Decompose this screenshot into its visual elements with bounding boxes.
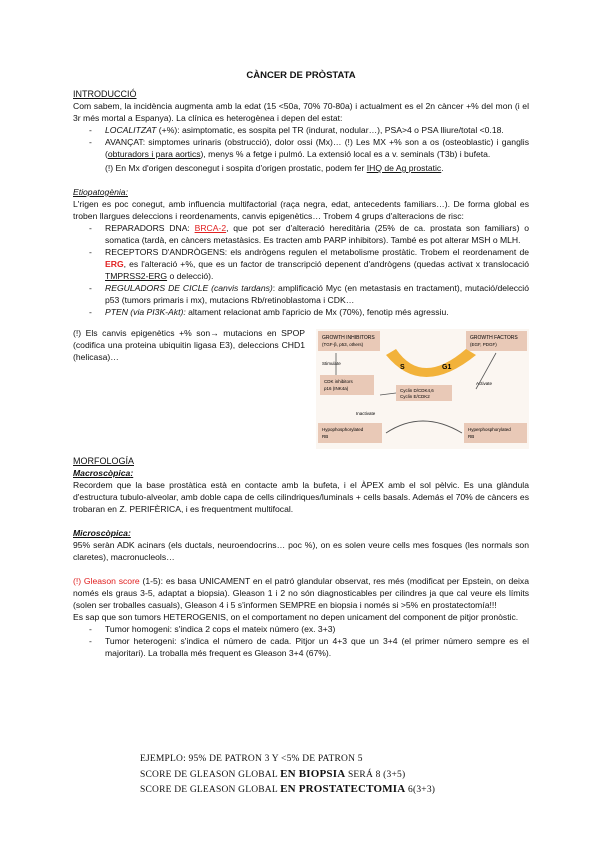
item-label: LOCALITZAT xyxy=(105,125,157,135)
list-item xyxy=(105,246,529,282)
gleason-highlight: (!) Gleason score xyxy=(73,576,140,586)
section-heading-etio: Etiopatogènia: xyxy=(73,187,128,197)
phase-g1-label: G1 xyxy=(442,364,452,371)
etio-list xyxy=(73,222,529,318)
item-text: o delecció). xyxy=(167,271,214,281)
micro-heading: Microscòpica: xyxy=(73,528,131,538)
document-page xyxy=(73,70,529,659)
highlight-text: ERG xyxy=(105,259,124,269)
gleason-text: (1-5): es basa UNICAMENT en el patró glandular observat, res més (modificat per Epstein, on deixa només els graus 3-5, adaptat a biopsia). Gleason 1 i 2 no són diagnosticables per cilindres ja que cal veure els límits (solen ser troballes casuals), Gleason 4 i 5 s'informen SEMPRE en biopsia i només si >5% en prostatectomía!!! xyxy=(73,576,529,610)
item-text: (+%): asimptomatic, es sospita pel TR (indurat, nodular…), PSA>4 o PSA lliure/total <0.18. xyxy=(156,125,504,135)
item-text: REPARADORS DNA: xyxy=(105,223,195,233)
list-item: - Tumor homogeni: s'indica 2 cops el mateix número (ex. 3+3) xyxy=(105,623,529,635)
page-title: CÀNCER DE PRÒSTATA xyxy=(246,70,356,81)
underlined-text: TMPRSS2-ERG xyxy=(105,271,168,281)
cdk-inhibitors-sub: p16 (INK4a) xyxy=(324,386,349,391)
growth-inhibitors-box xyxy=(318,331,380,351)
inactivate-label: Inactivate xyxy=(356,411,376,416)
item-text: : amplificació Myc (en metastasis en tractament), mutació/delecció p53 (tumors primaris i mx), mutacions Rb/retinoblastoma i CDK… xyxy=(105,283,530,305)
section-heading-morfo: MORFOLOGÍA xyxy=(73,456,135,466)
cyclin-label: Cyclin D/CDK4,6 xyxy=(400,388,434,393)
intro-list xyxy=(73,124,529,174)
list-item xyxy=(105,306,529,318)
note-text: . xyxy=(441,163,444,173)
item-text: ), menys % a fetge i pulmó. La extensió local es a v. seminals (T3b) i bufeta. xyxy=(200,149,491,159)
item-label: PTEN (via PI3K-Akt): xyxy=(105,307,186,317)
list-item xyxy=(105,282,529,306)
underlined-text: obturadors i para aortics xyxy=(107,149,201,159)
stimulate-label: Stimulate xyxy=(322,361,341,366)
item-label: REGULADORS DE CICLE (canvis tardans) xyxy=(105,283,273,293)
etio-paragraph: L'rigen es poc conegut, amb influencia multifactorial (raça negra, edat, antecedents familiars…). De forma global es troben llargues deleccions i reordenaments, canvis epigenètics… Trobem 4 grups d'alteracions de risc: xyxy=(73,199,529,221)
note-line xyxy=(105,162,529,174)
hyper-rb-box xyxy=(464,423,527,443)
intro-paragraph: Com sabem, la incidència augmenta amb la edat (15 <50a, 70% 70-80a) i actualment es el 2n càncer +% del mon (i el 3r més mortal a Espanya). La clínica es heterogènea i depen del estat: xyxy=(73,101,529,123)
highlight-text: BRCA-2 xyxy=(194,223,227,233)
underlined-text: IHQ de Ag prostatic xyxy=(366,163,442,173)
note-text: (!) En Mx d'origen desconegut i sospita d'origen prostatic, podem fer xyxy=(105,163,367,173)
hypo-label: Hypophosphorylated xyxy=(322,427,364,432)
gleason-paragraph xyxy=(73,575,529,611)
handwritten-line-3: SCORE DE GLEASON GLOBAL EN PROSTATECTOMIA 6(3+3) xyxy=(140,783,436,795)
item-text: RECEPTORS D'ANDRÒGENS: els andrògens regulen el metabolisme prostàtic. Trobem el reordenament de xyxy=(105,247,529,257)
note-with-figure xyxy=(73,327,529,449)
item-text: , es l'alteració +%, que es un factor de transcripció depenent d'andrògens (quedas activat x translocació xyxy=(123,259,529,269)
list-item: - Tumor heterogeni: s'indica el número de cada. Pitjor un 4+3 que un 3+4 (el primer número sempre es el majoritari). La troballa més frequent es Gleason 3+4 (67%). xyxy=(105,635,529,659)
hyper-rb-label: RB xyxy=(468,434,475,439)
cdk-inhibitors-label: CDK inhibitors xyxy=(324,379,353,384)
item-text: altament relacionat amb l'apricio de Mx (70%), fenotip més agressiu. xyxy=(185,307,449,317)
handwritten-line-2: SCORE DE GLEASON GLOBAL EN BIOPSIA SERÁ 8 (3+5) xyxy=(140,768,406,780)
item-text: , que pot ser d'alteració hereditària (25% de ca. prostata son familiars) o somatica (tardà, en càncers metastàsics. Es tracten amb PARP inhibitors). També es pot alterar MSH o MLH. xyxy=(105,223,529,245)
handwritten-line-1: EJEMPLO: 95% DE PATRON 3 Y <5% DE PATRON 5 xyxy=(140,754,363,764)
growth-factors-label: GROWTH FACTORS xyxy=(470,335,518,341)
growth-factors-box xyxy=(466,331,527,351)
cell-cycle-diagram xyxy=(316,329,529,449)
phase-s-label: S xyxy=(400,364,405,371)
hypo-rb-label: RB xyxy=(322,434,329,439)
epigenetic-note: (!) Els canvis epigenètics +% son→ mutacions en SPOP (codifica una proteina ubiquitin ligasa E3), deleccions CHD1 (helicasa)… xyxy=(73,328,305,362)
list-item xyxy=(105,222,529,246)
cyclin-label-2: Cyclin E/CDK2 xyxy=(400,394,430,399)
heterogeneity-paragraph: Es sap que son tumors HETEROGENIS, on el comportament no depen unicament del component de pitjor pronòstic. xyxy=(73,612,519,622)
hyper-label: Hyperphosphorylated xyxy=(468,427,511,432)
list-item xyxy=(105,136,529,174)
cdk-inhibitors-box xyxy=(320,375,374,395)
macro-heading: Macroscòpica: xyxy=(73,468,134,478)
macro-paragraph: Recordem que la base prostàtica està en contacte amb la bufeta, i el ÀPEX amb el sol pèlvic. Es una glàndula d'estructura tubulo-alveolar, amb doble capa de cells cilindriques/luminals + cells basals. Además el 70% de càncers es trobaran en Z. PERIFÈRICA, i es frequentment multifocal. xyxy=(73,480,529,514)
cell-cycle-figure xyxy=(316,329,529,449)
growth-factors-sub: (EGF, PDGF) xyxy=(470,342,497,347)
list-item xyxy=(105,124,529,136)
micro-paragraph: 95% seràn ADK acinars (els ductals, neuroendocrins… poc %), on es solen veure cells mes fosques (les normals son claretes), macronucleols… xyxy=(73,540,529,562)
growth-inhibitors-label: GROWTH INHIBITORS xyxy=(322,335,375,341)
hypo-rb-box xyxy=(318,423,382,443)
item-text: AVANÇAT: simptomes urinaris (obstrucció), dolor ossi (Mx)… (!) Les MX +% son a os (osteoblastic) i ganglis ( xyxy=(105,137,529,159)
growth-inhibitors-sub: (TGF-β, p53, others) xyxy=(322,342,364,347)
activate-label: Activate xyxy=(476,381,493,386)
gleason-list xyxy=(73,623,529,659)
section-heading-intro: INTRODUCCIÓ xyxy=(73,89,137,99)
